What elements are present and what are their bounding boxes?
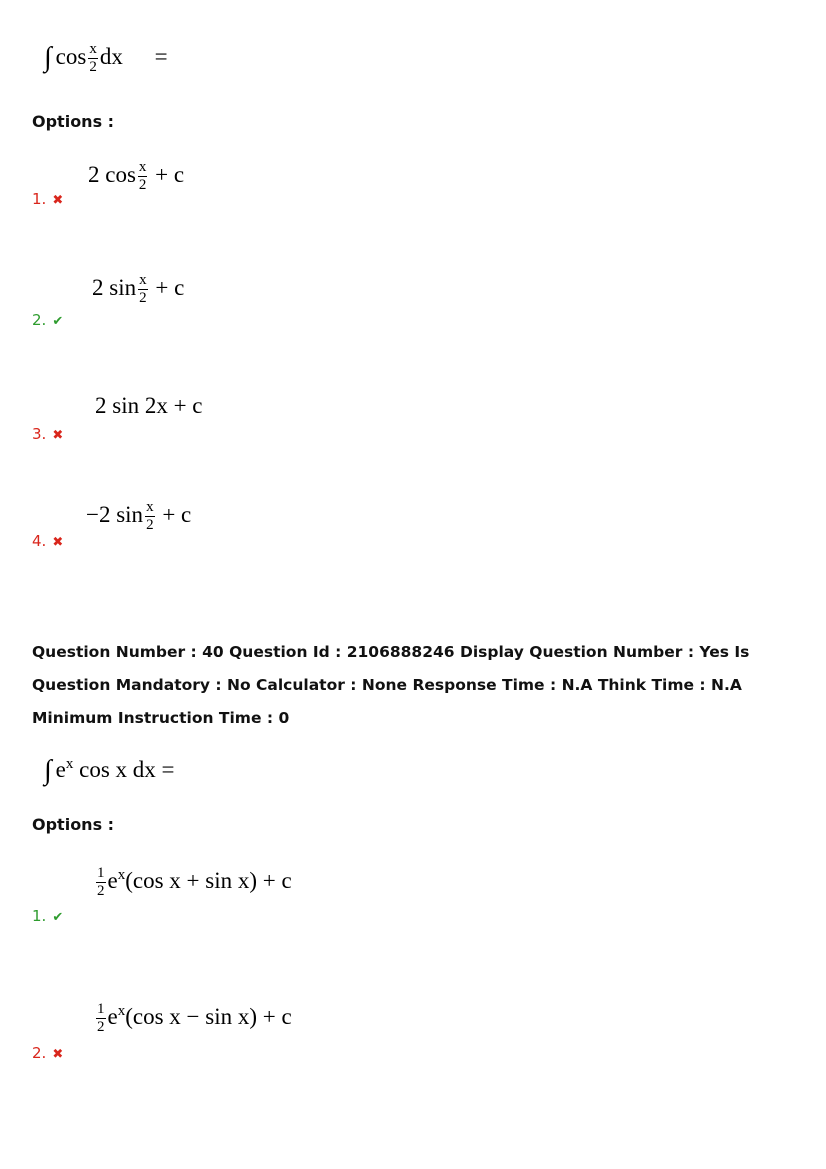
- fraction-denominator: 2: [146, 517, 154, 533]
- exp-base: e: [107, 867, 118, 893]
- fraction-denominator: 2: [97, 883, 105, 899]
- option-2-expression: [94, 1002, 292, 1035]
- option-1-expression: [94, 866, 292, 899]
- expr-suffix: + c: [155, 161, 185, 187]
- question-39-expression: [44, 42, 168, 75]
- option-number-text: 3.: [32, 425, 47, 443]
- fraction: [145, 500, 155, 533]
- option-number-text: 1.: [32, 907, 47, 925]
- exp-power: x: [117, 866, 126, 883]
- cross-icon: ✖: [52, 193, 64, 208]
- option-4-number: [32, 532, 63, 550]
- fraction-numerator: 1: [97, 1001, 105, 1017]
- expr-prefix: −2 sin: [86, 501, 144, 527]
- option-number-text: 2.: [32, 311, 47, 329]
- expr-suffix: + c: [162, 501, 192, 527]
- option-2-number: [32, 311, 63, 329]
- expr-rest: (cos x − sin x) + c: [125, 1003, 292, 1029]
- fraction-numerator: x: [139, 272, 147, 288]
- expr-rest: cos x dx =: [79, 757, 175, 782]
- question-40-expression: [44, 755, 175, 786]
- option-number-text: 1.: [32, 190, 47, 208]
- option-3-number: [32, 425, 63, 443]
- exp-power: x: [65, 756, 74, 772]
- exp-power: x: [117, 1002, 126, 1019]
- fraction-numerator: x: [138, 159, 147, 175]
- expr-prefix: 2 cos: [88, 161, 136, 187]
- option-2-expression: [92, 273, 184, 306]
- option-1-expression: [88, 160, 184, 193]
- fraction-denominator: 2: [89, 59, 97, 76]
- cross-icon: ✖: [52, 535, 64, 550]
- fraction-denominator: 2: [139, 290, 147, 306]
- fraction-numerator: x: [146, 499, 154, 515]
- integral-sign: ∫: [44, 755, 52, 786]
- option-1-number: [32, 190, 63, 208]
- differential: dx: [99, 44, 123, 69]
- option-2-number: [32, 1044, 63, 1062]
- fraction-denominator: 2: [97, 1019, 105, 1035]
- fraction-numerator: x: [89, 41, 97, 58]
- equals-sign: =: [154, 44, 168, 69]
- check-icon: ✔: [52, 910, 64, 925]
- option-number-text: 4.: [32, 532, 47, 550]
- fraction: [138, 273, 148, 306]
- expr-suffix: + c: [155, 274, 185, 300]
- option-number-text: 2.: [32, 1044, 47, 1062]
- question-40-meta: Question Number : 40 Question Id : 2106888246 Display Question Number : Yes Is Question Mandatory : No Calculator : None Response Time : N.A Think Time : N.A Minimum Instruction Time : 0: [32, 643, 750, 727]
- options-label: Options :: [32, 112, 115, 131]
- cross-icon: ✖: [52, 428, 64, 443]
- func-name: cos: [55, 44, 87, 69]
- fraction: [138, 160, 148, 193]
- option-4-expression: [86, 500, 191, 533]
- expr-rest: (cos x + sin x) + c: [125, 867, 292, 893]
- exp-base: e: [107, 1003, 118, 1029]
- fraction-numerator: 1: [97, 865, 105, 881]
- exp-base: e: [55, 757, 66, 782]
- fraction: [96, 866, 106, 899]
- fraction-denominator: 2: [138, 177, 147, 193]
- expr-prefix: 2 sin: [92, 274, 137, 300]
- option-3-expression: 2 sin 2x + c: [95, 393, 203, 418]
- check-icon: ✔: [52, 314, 64, 329]
- fraction: [96, 1002, 106, 1035]
- integral-sign: ∫: [44, 42, 52, 73]
- fraction: [88, 42, 98, 75]
- option-1-number: [32, 907, 63, 925]
- cross-icon: ✖: [52, 1047, 64, 1062]
- options-label: Options :: [32, 815, 115, 834]
